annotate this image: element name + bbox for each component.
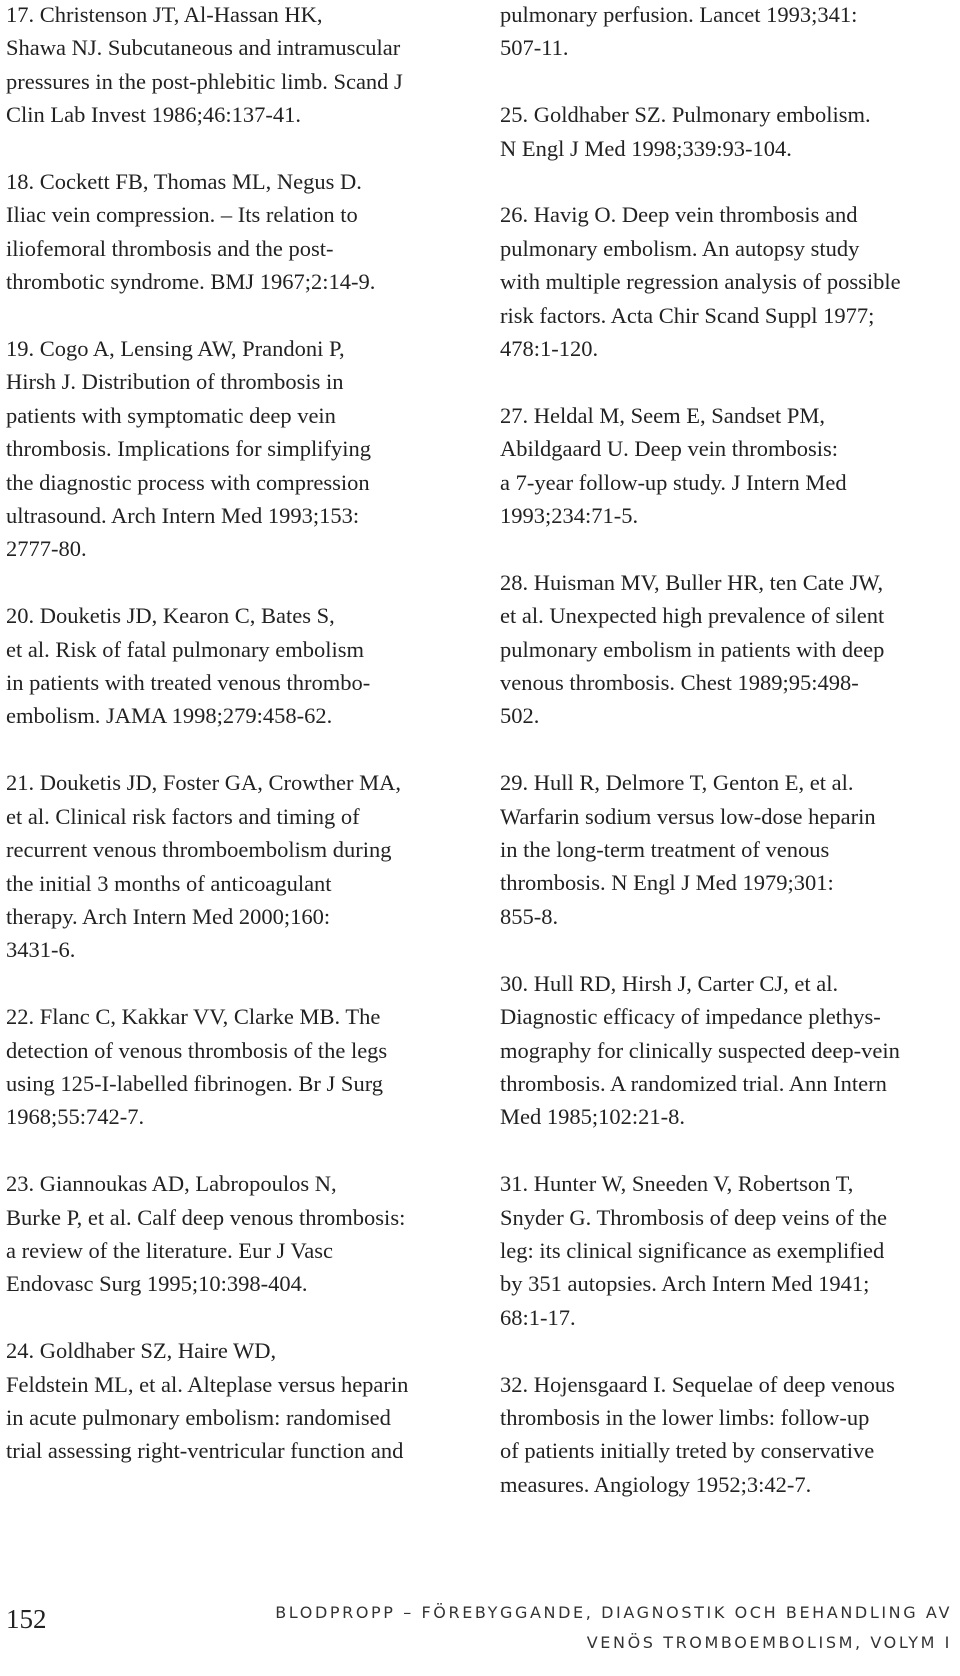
reference-line: 26. Havig O. Deep vein thrombosis and <box>500 202 858 228</box>
reference-line: thrombosis. A randomized trial. Ann Intern <box>500 1070 887 1096</box>
reference-line: 25. Goldhaber SZ. Pulmonary embolism. <box>500 102 871 128</box>
reference-line: 32. Hojensgaard I. Sequelae of deep venous <box>500 1371 895 1397</box>
page-number: 152 <box>6 1604 47 1634</box>
reference-line: N Engl J Med 1998;339:93-104. <box>500 135 792 161</box>
reference-item <box>500 1167 960 1334</box>
reference-item <box>6 1334 456 1468</box>
reference-line: 23. Giannoukas AD, Labropoulos N, <box>6 1171 337 1197</box>
reference-line: 17. Christenson JT, Al-Hassan HK, <box>6 2 323 27</box>
reference-line: recurrent venous thromboembolism during <box>6 837 392 863</box>
reference-line: pulmonary embolism. An autopsy study <box>500 235 860 261</box>
reference-column-left <box>6 0 456 1501</box>
reference-line: thrombotic syndrome. BMJ 1967;2:14-9. <box>6 269 376 295</box>
page-footer <box>0 1594 960 1676</box>
reference-item <box>6 1167 456 1301</box>
reference-line: by 351 autopsies. Arch Intern Med 1941; <box>500 1271 870 1297</box>
reference-item <box>6 0 456 132</box>
reference-line: Shawa NJ. Subcutaneous and intramuscular <box>6 35 401 61</box>
reference-line: 28. Huisman MV, Buller HR, ten Cate JW, <box>500 569 884 595</box>
reference-line: 18. Cockett FB, Thomas ML, Negus D. <box>6 169 362 195</box>
reference-line: 20. Douketis JD, Kearon C, Bates S, <box>6 603 335 629</box>
reference-line: a 7-year follow-up study. J Intern Med <box>500 469 847 495</box>
reference-line: thrombosis in the lower limbs: follow-up <box>500 1404 870 1430</box>
reference-line: trial assessing right-ventricular function and <box>6 1438 404 1464</box>
reference-item <box>500 566 960 733</box>
reference-line: 2777-80. <box>6 536 87 562</box>
reference-line: pulmonary embolism in patients with deep <box>500 636 885 662</box>
reference-line: 502. <box>500 703 540 729</box>
reference-line: 3431-6. <box>6 937 76 963</box>
reference-item <box>500 98 960 165</box>
reference-item <box>500 399 960 533</box>
reference-line: Clin Lab Invest 1986;46:137-41. <box>6 102 301 128</box>
reference-line: the initial 3 months of anticoagulant <box>6 870 332 896</box>
reference-line: pressures in the post-phlebitic limb. Scand J <box>6 68 403 94</box>
reference-line: 22. Flanc C, Kakkar VV, Clarke MB. The <box>6 1004 381 1030</box>
reference-line: 31. Hunter W, Sneeden V, Robertson T, <box>500 1171 854 1197</box>
reference-item <box>500 766 960 933</box>
reference-line: 27. Heldal M, Seem E, Sandset PM, <box>500 402 825 428</box>
reference-line: Snyder G. Thrombosis of deep veins of the <box>500 1204 888 1230</box>
reference-line: embolism. JAMA 1998;279:458-62. <box>6 703 333 729</box>
reference-line: Hirsh J. Distribution of thrombosis in <box>6 369 344 395</box>
reference-line: with multiple regression analysis of possible <box>500 269 901 295</box>
reference-line: 21. Douketis JD, Foster GA, Crowther MA, <box>6 770 401 796</box>
reference-item <box>6 766 456 966</box>
reference-line: pulmonary perfusion. Lancet 1993;341: <box>500 2 858 27</box>
reference-line: thrombosis. N Engl J Med 1979;301: <box>500 870 834 896</box>
reference-line: in patients with treated venous thrombo- <box>6 670 371 696</box>
reference-line: Abildgaard U. Deep vein thrombosis: <box>500 436 839 462</box>
running-head-line: VENÖS TROMBOEMBOLISM, VOLYM I <box>586 1633 952 1652</box>
reference-line: risk factors. Acta Chir Scand Suppl 1977; <box>500 302 875 328</box>
reference-item <box>6 165 456 299</box>
running-head <box>275 1598 952 1658</box>
reference-line: 30. Hull RD, Hirsh J, Carter CJ, et al. <box>500 970 839 996</box>
reference-line: 855-8. <box>500 903 559 929</box>
reference-item <box>500 1368 960 1502</box>
reference-line: of patients initially treted by conservative <box>500 1438 875 1464</box>
reference-line: using 125-I-labelled fibrinogen. Br J Surg <box>6 1070 384 1096</box>
reference-line: Burke P, et al. Calf deep venous thrombosis: <box>6 1204 406 1230</box>
reference-line: 29. Hull R, Delmore T, Genton E, et al. <box>500 770 854 796</box>
reference-line: 19. Cogo A, Lensing AW, Prandoni P, <box>6 336 345 362</box>
reference-column-right <box>500 0 960 1535</box>
reference-line: 68:1-17. <box>500 1304 576 1330</box>
reference-line: a review of the literature. Eur J Vasc <box>6 1237 333 1263</box>
reference-line: mography for clinically suspected deep-vein <box>500 1037 900 1063</box>
reference-line: Diagnostic efficacy of impedance plethys- <box>500 1004 881 1030</box>
reference-line: therapy. Arch Intern Med 2000;160: <box>6 903 331 929</box>
reference-line: Feldstein ML, et al. Alteplase versus heparin <box>6 1371 409 1397</box>
reference-line: et al. Unexpected high prevalence of silent <box>500 603 885 629</box>
reference-line: ultrasound. Arch Intern Med 1993;153: <box>6 503 360 529</box>
reference-line: leg: its clinical significance as exemplified <box>500 1237 885 1263</box>
reference-line: Endovasc Surg 1995;10:398-404. <box>6 1271 308 1297</box>
reference-item-continued <box>500 0 960 65</box>
reference-item <box>6 332 456 566</box>
reference-line: venous thrombosis. Chest 1989;95:498- <box>500 670 859 696</box>
reference-line: in the long-term treatment of venous <box>500 837 830 863</box>
reference-line: 478:1-120. <box>500 336 599 362</box>
reference-item <box>500 198 960 365</box>
reference-line: iliofemoral thrombosis and the post- <box>6 235 334 261</box>
reference-line: the diagnostic process with compression <box>6 469 370 495</box>
reference-item <box>6 599 456 733</box>
running-head-line: BLODPROPP – FÖREBYGGANDE, DIAGNOSTIK OCH BEHANDLING AV <box>275 1603 952 1622</box>
reference-line: detection of venous thrombosis of the legs <box>6 1037 388 1063</box>
reference-line: Warfarin sodium versus low-dose heparin <box>500 803 876 829</box>
reference-line: et al. Risk of fatal pulmonary embolism <box>6 636 365 662</box>
reference-line: 1968;55:742-7. <box>6 1104 145 1130</box>
reference-line: Med 1985;102:21-8. <box>500 1104 685 1130</box>
reference-line: 24. Goldhaber SZ, Haire WD, <box>6 1338 277 1364</box>
reference-item <box>6 1000 456 1134</box>
reference-line: measures. Angiology 1952;3:42-7. <box>500 1471 812 1497</box>
reference-line: thrombosis. Implications for simplifying <box>6 436 371 462</box>
reference-line: Iliac vein compression. – Its relation to <box>6 202 358 228</box>
reference-line: 1993;234:71-5. <box>500 503 639 529</box>
reference-line: et al. Clinical risk factors and timing of <box>6 803 360 829</box>
reference-line: 507-11. <box>500 35 569 61</box>
reference-line: patients with symptomatic deep vein <box>6 402 336 428</box>
reference-item <box>500 967 960 1134</box>
reference-line: in acute pulmonary embolism: randomised <box>6 1404 391 1430</box>
